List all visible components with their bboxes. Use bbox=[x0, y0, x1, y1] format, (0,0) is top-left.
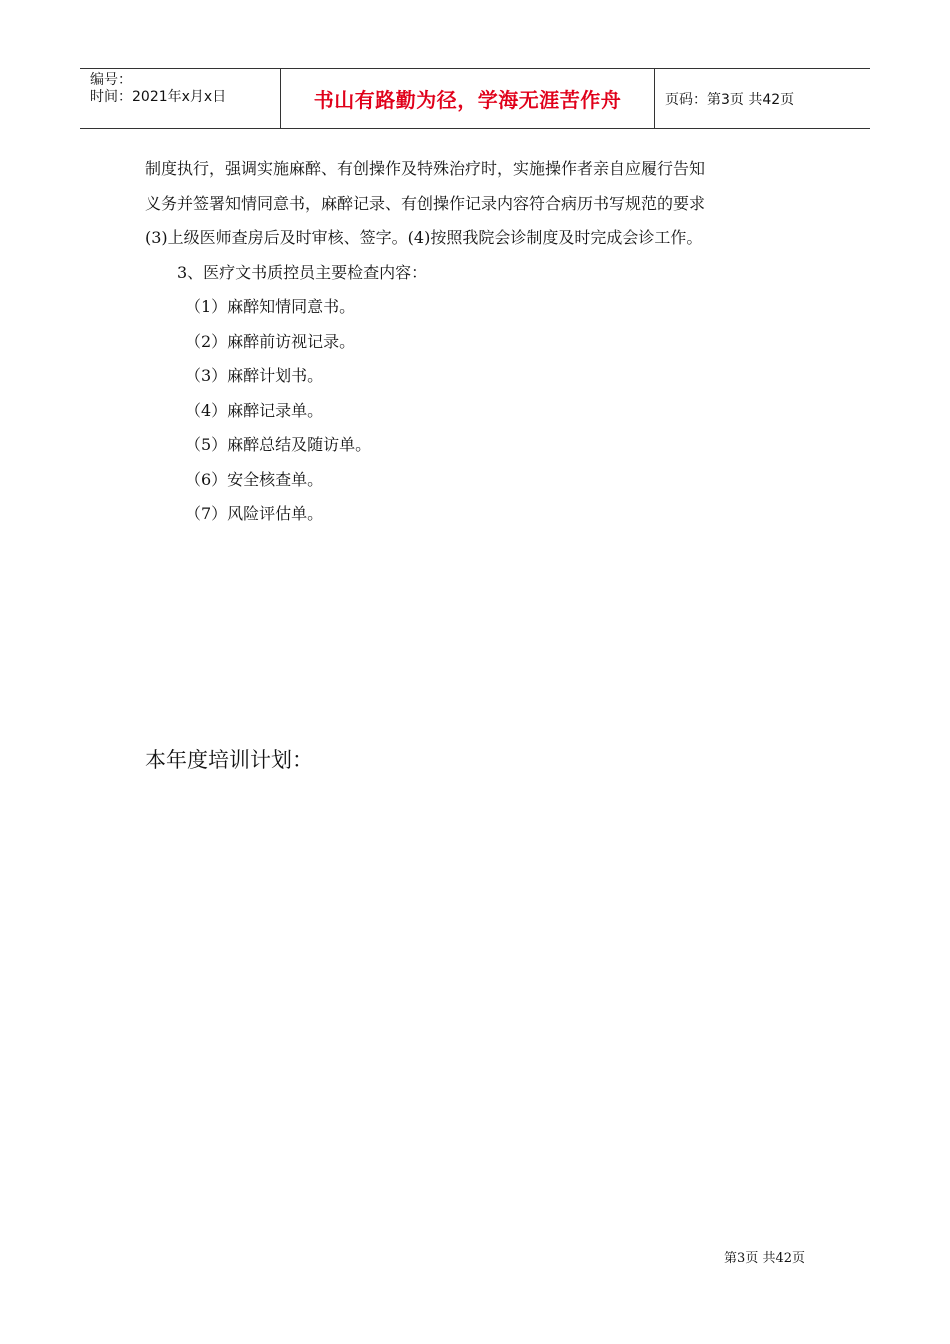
header-page-cell bbox=[655, 69, 870, 128]
header-motto-cell bbox=[281, 69, 655, 128]
checklist-item: （1）麻醉知情同意书。 bbox=[185, 297, 356, 316]
header-page-info: 页码：第3页 共42页 bbox=[665, 91, 795, 108]
section-title: 本年度培训计划： bbox=[145, 748, 313, 772]
number-label: 编号： bbox=[90, 72, 132, 88]
checklist-item: （4）麻醉记录单。 bbox=[185, 400, 324, 420]
document-body bbox=[145, 152, 815, 532]
checklist-item: （3）麻醉计划书。 bbox=[185, 366, 324, 385]
page-footer: 第3页 共42页 bbox=[724, 1251, 805, 1266]
checklist-item: （7）风险评估单。 bbox=[185, 504, 324, 523]
time-label: 时间：2021年x月x日 bbox=[90, 89, 227, 105]
checklist-item: （6）安全核查单。 bbox=[185, 469, 324, 489]
paragraph-line: 义务并签署知情同意书，麻醉记录、有创操作记录内容符合病历书写规范的要求 bbox=[145, 193, 706, 213]
checklist-item: （5）麻醉总结及随访单。 bbox=[185, 435, 372, 454]
motto-text: 书山有路勤为径，学海无涯苦作舟 bbox=[313, 88, 622, 112]
checklist-item: （2）麻醉前访视记录。 bbox=[185, 331, 356, 351]
header-meta-cell bbox=[80, 69, 281, 128]
paragraph-line: 制度执行，强调实施麻醉、有创操作及特殊治疗时，实施操作者亲自应履行告知 bbox=[145, 159, 706, 178]
document-header bbox=[80, 68, 870, 129]
paragraph-line: (3)上级医师查房后及时审核、签字。(4)按照我院会诊制度及时完成会诊工作。 bbox=[145, 228, 703, 247]
checklist-heading: 3、医疗文书质控员主要检查内容： bbox=[177, 262, 428, 282]
